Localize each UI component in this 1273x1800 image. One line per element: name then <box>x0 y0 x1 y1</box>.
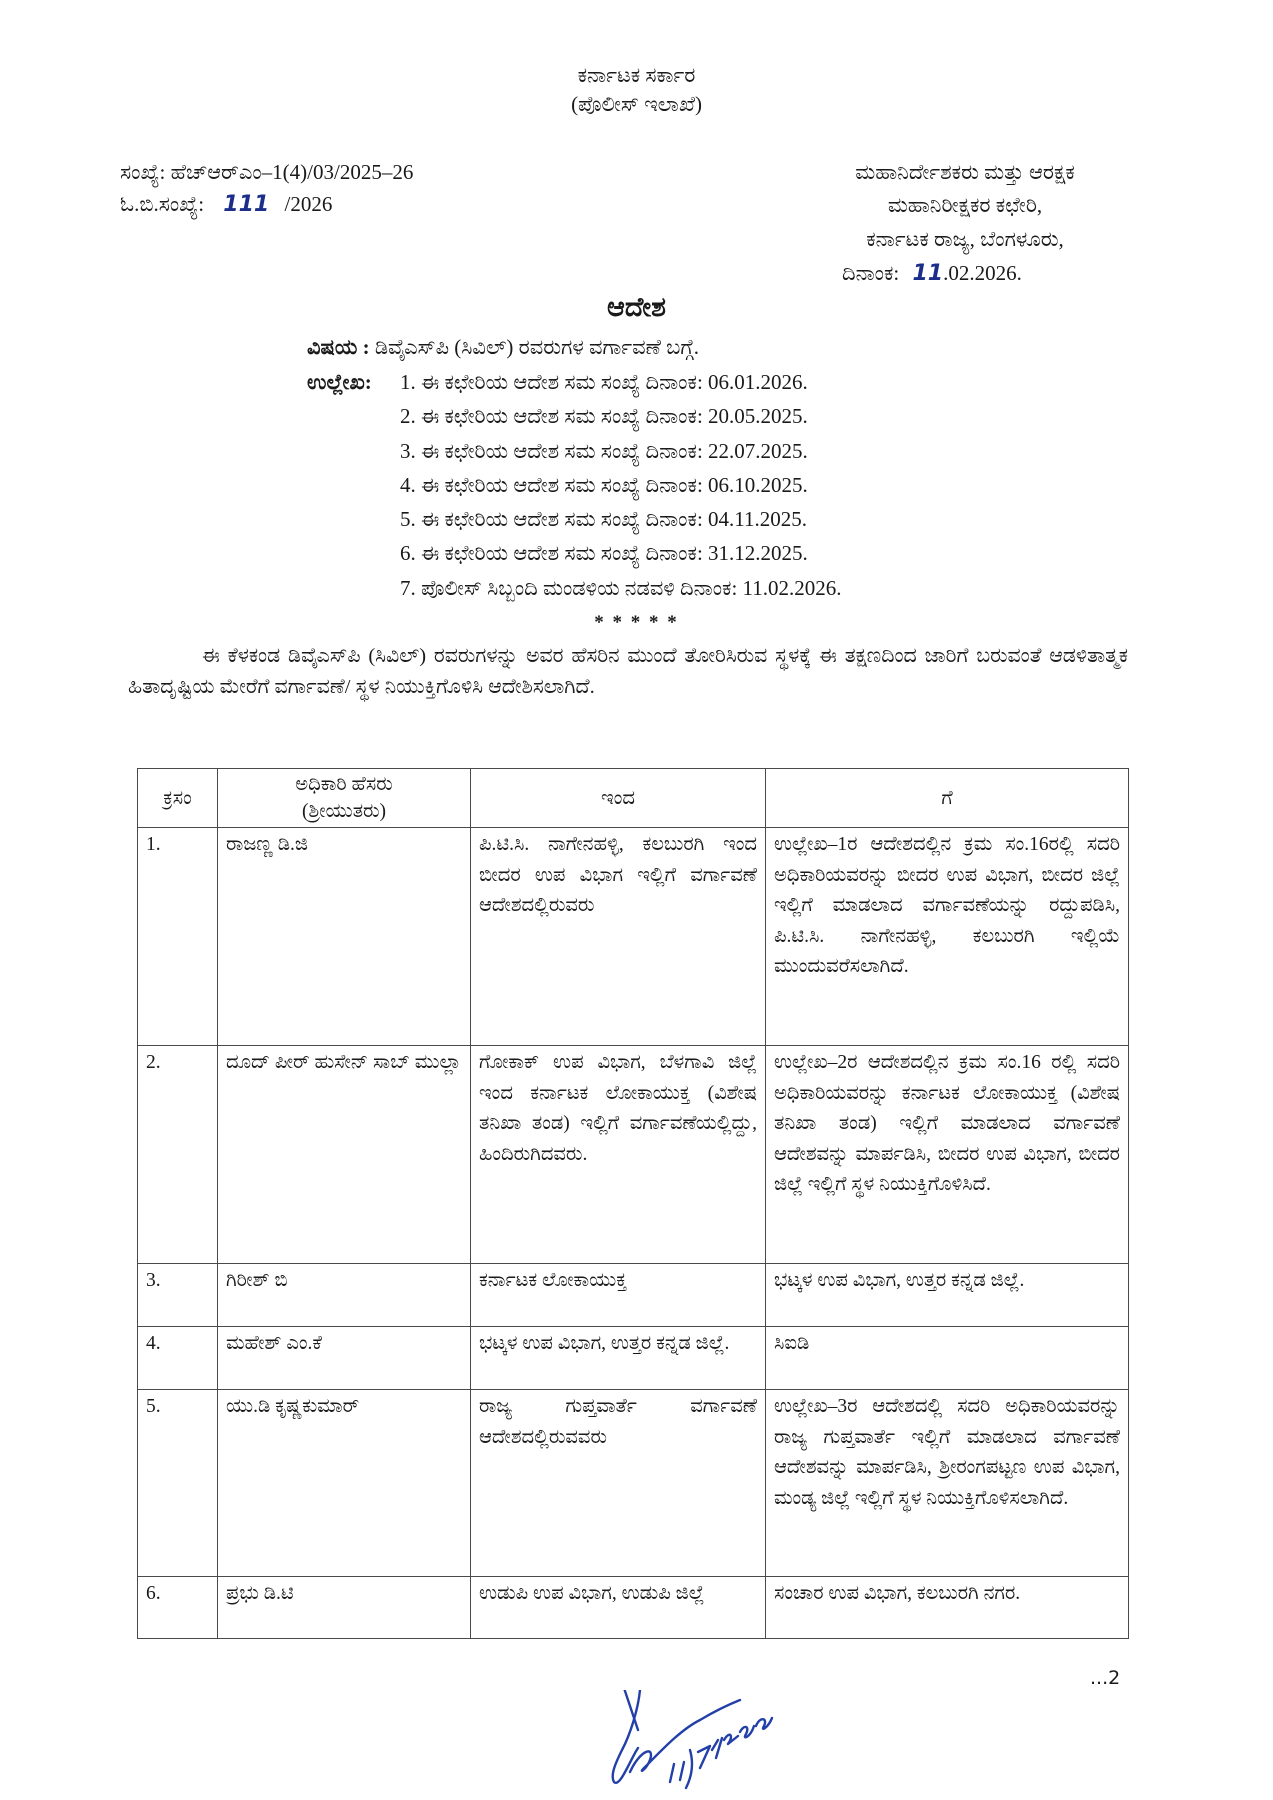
subject-text: ಡಿವೈಎಸ್‌ಪಿ (ಸಿವಿಲ್) ರವರುಗಳ ವರ್ಗಾವಣೆ ಬಗ್ಗೆ. <box>374 335 700 359</box>
order-title: ಆದೇಶ <box>607 292 666 322</box>
header-from: ಇಂದ <box>471 769 766 828</box>
cell-to: ಉಲ್ಲೇಖ–1ರ ಆದೇಶದಲ್ಲಿನ ಕ್ರಮ ಸಂ.16ರಲ್ಲಿ ಸದರಿ ಅಧಿಕಾರಿಯವರನ್ನು ಬೀದರ ಉಪ ವಿಭಾಗ, ಬೀದರ ಜಿಲ್ಲೆ ಇಲ್ಲಿಗೆ ಮಾಡಲಾದ ವರ್ಗಾವಣೆಯನ್ನು ರದ್ದುಪಡಿಸಿ, ಪಿ.ಟಿ.ಸಿ. ನಾಗೇನಹಳ್ಳಿ, ಕಲಬುರಗಿ ಇಲ್ಲಿಯೆ ಮುಂದುವರೆಸಲಾಗಿದೆ. <box>766 828 1129 1046</box>
reference-item: 4. ಈ ಕಛೇರಿಯ ಆದೇಶ ಸಮ ಸಂಖ್ಯೆ ದಿನಾಂಕ: 06.10.2025. <box>400 472 808 497</box>
cell-officer-name: ಪ್ರಭು ಡಿ.ಟಿ <box>218 1577 471 1639</box>
order-number-value: ಹೆಚ್‌ಆರ್‌ಎಂ–1(4)/03/2025–26 <box>170 160 414 184</box>
cell-serial: 3. <box>138 1264 218 1327</box>
table-row <box>138 1577 1129 1639</box>
subject-label: ವಿಷಯ : <box>307 335 370 359</box>
ob-number-suffix: /2026 <box>284 192 333 216</box>
header-serial: ಕ್ರಸಂ <box>138 769 218 828</box>
cell-to: ಉಲ್ಲೇಖ–3ರ ಆದೇಶದಲ್ಲಿ ಸದರಿ ಅಧಿಕಾರಿಯವರನ್ನು ರಾಜ್ಯ ಗುಪ್ತವಾರ್ತೆ ಇಲ್ಲಿಗೆ ಮಾಡಲಾದ ವರ್ಗಾವಣೆ ಆದೇಶವನ್ನು ಮಾರ್ಪಡಿಸಿ, ಶ್ರೀರಂಗಪಟ್ಟಣ ಉಪ ವಿಭಾಗ, ಮಂಡ್ಯ ಜಿಲ್ಲೆ ಇಲ್ಲಿಗೆ ಸ್ಥಳ ನಿಯುಕ್ತಿಗೊಳಿಸಲಾಗಿದೆ. <box>766 1390 1129 1577</box>
separator-stars: * * * * * <box>594 612 679 633</box>
cell-from: ಪಿ.ಟಿ.ಸಿ. ನಾಗೇನಹಳ್ಳಿ, ಕಲಬುರಗಿ ಇಂದ ಬೀದರ ಉಪ ವಿಭಾಗ ಇಲ್ಲಿಗೆ ವರ್ಗಾವಣೆ ಆದೇಶದಲ್ಲಿರುವರು <box>471 828 766 1046</box>
handwritten-signature <box>600 1690 800 1795</box>
cell-from: ರಾಜ್ಯ ಗುಪ್ತವಾರ್ತೆ ವರ್ಗಾವಣೆ ಆದೇಶದಲ್ಲಿರುವವರು <box>471 1390 766 1577</box>
office-line-1: ಮಹಾನಿರ್ದೇಶಕರು ಮತ್ತು ಆರಕ್ಷಕ <box>855 160 1075 184</box>
transfer-table <box>137 768 1129 1639</box>
cell-to: ಸಿಐಡಿ <box>766 1327 1129 1390</box>
reference-item: 6. ಈ ಕಛೇರಿಯ ಆದೇಶ ಸಮ ಸಂಖ್ಯೆ ದಿನಾಂಕ: 31.12.2025. <box>400 541 808 566</box>
reference-label <box>307 365 372 399</box>
header-to: ಗೆ <box>766 769 1129 828</box>
government-heading: ಕರ್ನಾಟಕ ಸರ್ಕಾರ <box>577 63 696 87</box>
table-header-row <box>138 769 1129 828</box>
reference-item: 3. ಈ ಕಛೇರಿಯ ಆದೇಶ ಸಮ ಸಂಖ್ಯೆ ದಿನಾಂಕ: 22.07.2025. <box>400 438 808 463</box>
cell-officer-name: ದೂದ್ ಪೀರ್ ಹುಸೇನ್ ಸಾಬ್ ಮುಲ್ಲಾ <box>218 1046 471 1264</box>
reference-item: 7. ಪೊಲೀಸ್ ಸಿಬ್ಬಂದಿ ಮಂಡಳಿಯ ನಡವಳಿ ದಿನಾಂಕ: 11.02.2026. <box>400 575 842 600</box>
cell-from: ಕರ್ನಾಟಕ ಲೋಕಾಯುಕ್ತ <box>471 1264 766 1327</box>
table-row <box>138 1046 1129 1264</box>
reference-item: 2. ಈ ಕಛೇರಿಯ ಆದೇಶ ಸಮ ಸಂಖ್ಯೆ ದಿನಾಂಕ: 20.05.2025. <box>400 404 808 429</box>
reference-label-text: ಉಲ್ಲೇಖ: <box>307 370 372 394</box>
cell-officer-name: ರಾಜಣ್ಣ ಡಿ.ಜಿ <box>218 828 471 1046</box>
subject <box>307 330 699 364</box>
cell-from: ಉಡುಪಿ ಉಪ ವಿಭಾಗ, ಉಡುಪಿ ಜಿಲ್ಲೆ <box>471 1577 766 1639</box>
signature-date-stroke <box>724 1718 772 1744</box>
office-date <box>842 258 1022 289</box>
cell-to: ಉಲ್ಲೇಖ–2ರ ಆದೇಶದಲ್ಲಿನ ಕ್ರಮ ಸಂ.16 ರಲ್ಲಿ ಸದರಿ ಅಧಿಕಾರಿಯವರನ್ನು ಕರ್ನಾಟಕ ಲೋಕಾಯುಕ್ತ (ವಿಶೇಷ ತನಿಖಾ ತಂಡ) ಇಲ್ಲಿಗೆ ಮಾಡಲಾದ ವರ್ಗಾವಣೆ ಆದೇಶವನ್ನು ಮಾರ್ಪಡಿಸಿ, ಬೀದರ ಉಪ ವಿಭಾಗ, ಬೀದರ ಜಿಲ್ಲೆ ಇಲ್ಲಿಗೆ ಸ್ಥಳ ನಿಯುಕ್ತಿಗೊಳಿಸಿದೆ. <box>766 1046 1129 1264</box>
cell-to: ಸಂಚಾರ ಉಪ ವಿಭಾಗ, ಕಲಬುರಗಿ ನಗರ. <box>766 1577 1129 1639</box>
office-date-label: ದಿನಾಂಕ: <box>842 261 900 285</box>
reference-item: 1. ಈ ಕಛೇರಿಯ ಆದೇಶ ಸಮ ಸಂಖ್ಯೆ ದಿನಾಂಕ: 06.01.2026. <box>400 370 808 394</box>
office-line-2: ಮಹಾನಿರೀಕ್ಷಕರ ಕಛೇರಿ, <box>887 193 1043 217</box>
order-number <box>120 157 413 187</box>
order-number-label: ಸಂಖ್ಯೆ: <box>120 160 166 184</box>
cell-officer-name: ಗಿರೀಶ್ ಬಿ <box>218 1264 471 1327</box>
office-date-suffix: .02.2026. <box>943 261 1022 285</box>
reference-list <box>400 365 842 605</box>
header-officer <box>218 769 471 828</box>
signature-stroke <box>618 1690 638 1730</box>
table-row <box>138 828 1129 1046</box>
ob-number-label: ಓ.ಬಿ.ಸಂಖ್ಯೆ: <box>120 192 205 216</box>
table-row <box>138 1390 1129 1577</box>
ob-number <box>120 189 332 220</box>
table-row <box>138 1327 1129 1390</box>
cell-serial: 4. <box>138 1327 218 1390</box>
department-heading: (ಪೊಲೀಸ್ ಇಲಾಖೆ) <box>571 92 702 116</box>
signature-date-stroke <box>670 1750 692 1788</box>
office-line-3: ಕರ್ನಾಟಕ ರಾಜ್ಯ, ಬೆಂಗಳೂರು, <box>866 227 1064 251</box>
signature-stroke <box>613 1690 640 1783</box>
cell-serial: 1. <box>138 828 218 1046</box>
office-date-handwritten: 11 <box>912 261 944 286</box>
cell-from: ಗೋಕಾಕ್ ಉಪ ವಿಭಾಗ, ಬೆಳಗಾವಿ ಜಿಲ್ಲೆ ಇಂದ ಕರ್ನಾಟಕ ಲೋಕಾಯುಕ್ತ (ವಿಶೇಷ ತನಿಖಾ ತಂಡ) ಇಲ್ಲಿಗೆ ವರ್ಗಾವಣೆಯಲ್ಲಿದ್ದು, ಹಿಂದಿರುಗಿದವರು. <box>471 1046 766 1264</box>
header-officer-line2: (ಶ್ರೀಯುತರು) <box>301 801 387 822</box>
cell-from: ಭಟ್ಕಳ ಉಪ ವಿಭಾಗ, ಉತ್ತರ ಕನ್ನಡ ಜಿಲ್ಲೆ. <box>471 1327 766 1390</box>
cell-serial: 2. <box>138 1046 218 1264</box>
header-officer-line1: ಅಧಿಕಾರಿ ಹೆಸರು <box>295 774 393 795</box>
table-row <box>138 1264 1129 1327</box>
page-continuation: ...2 <box>1090 1667 1121 1689</box>
order-body-paragraph: ಈ ಕೆಳಕಂಡ ಡಿವೈಎಸ್‌ಪಿ (ಸಿವಿಲ್) ರವರುಗಳನ್ನು ಅವರ ಹೆಸರಿನ ಮುಂದೆ ತೋರಿಸಿರುವ ಸ್ಥಳಕ್ಕೆ ಈ ತಕ್ಷಣದಿಂದ ಜಾರಿಗೆ ಬರುವಂತೆ ಆಡಳಿತಾತ್ಮಕ ಹಿತಾದೃಷ್ಟಿಯ ಮೇರೆಗೆ ವರ್ಗಾವಣೆ/ ಸ್ಥಳ ನಿಯುಕ್ತಿಗೊಳಿಸಿ ಆದೇಶಿಸಲಾಗಿದೆ. <box>128 645 1128 698</box>
signature-date-stroke <box>698 1738 722 1768</box>
cell-serial: 5. <box>138 1390 218 1577</box>
cell-officer-name: ಮಹೇಶ್ ಎಂ.ಕೆ <box>218 1327 471 1390</box>
cell-officer-name: ಯು.ಡಿ ಕೃಷ್ಣಕುಮಾರ್ <box>218 1390 471 1577</box>
cell-to: ಭಟ್ಕಳ ಉಪ ವಿಭಾಗ, ಉತ್ತರ ಕನ್ನಡ ಜಿಲ್ಲೆ. <box>766 1264 1129 1327</box>
cell-serial: 6. <box>138 1577 218 1639</box>
signature-stroke <box>630 1700 740 1772</box>
reference-item: 5. ಈ ಕಛೇರಿಯ ಆದೇಶ ಸಮ ಸಂಖ್ಯೆ ದಿನಾಂಕ: 04.11.2025. <box>400 507 807 532</box>
ob-number-handwritten: 111 <box>223 192 270 217</box>
